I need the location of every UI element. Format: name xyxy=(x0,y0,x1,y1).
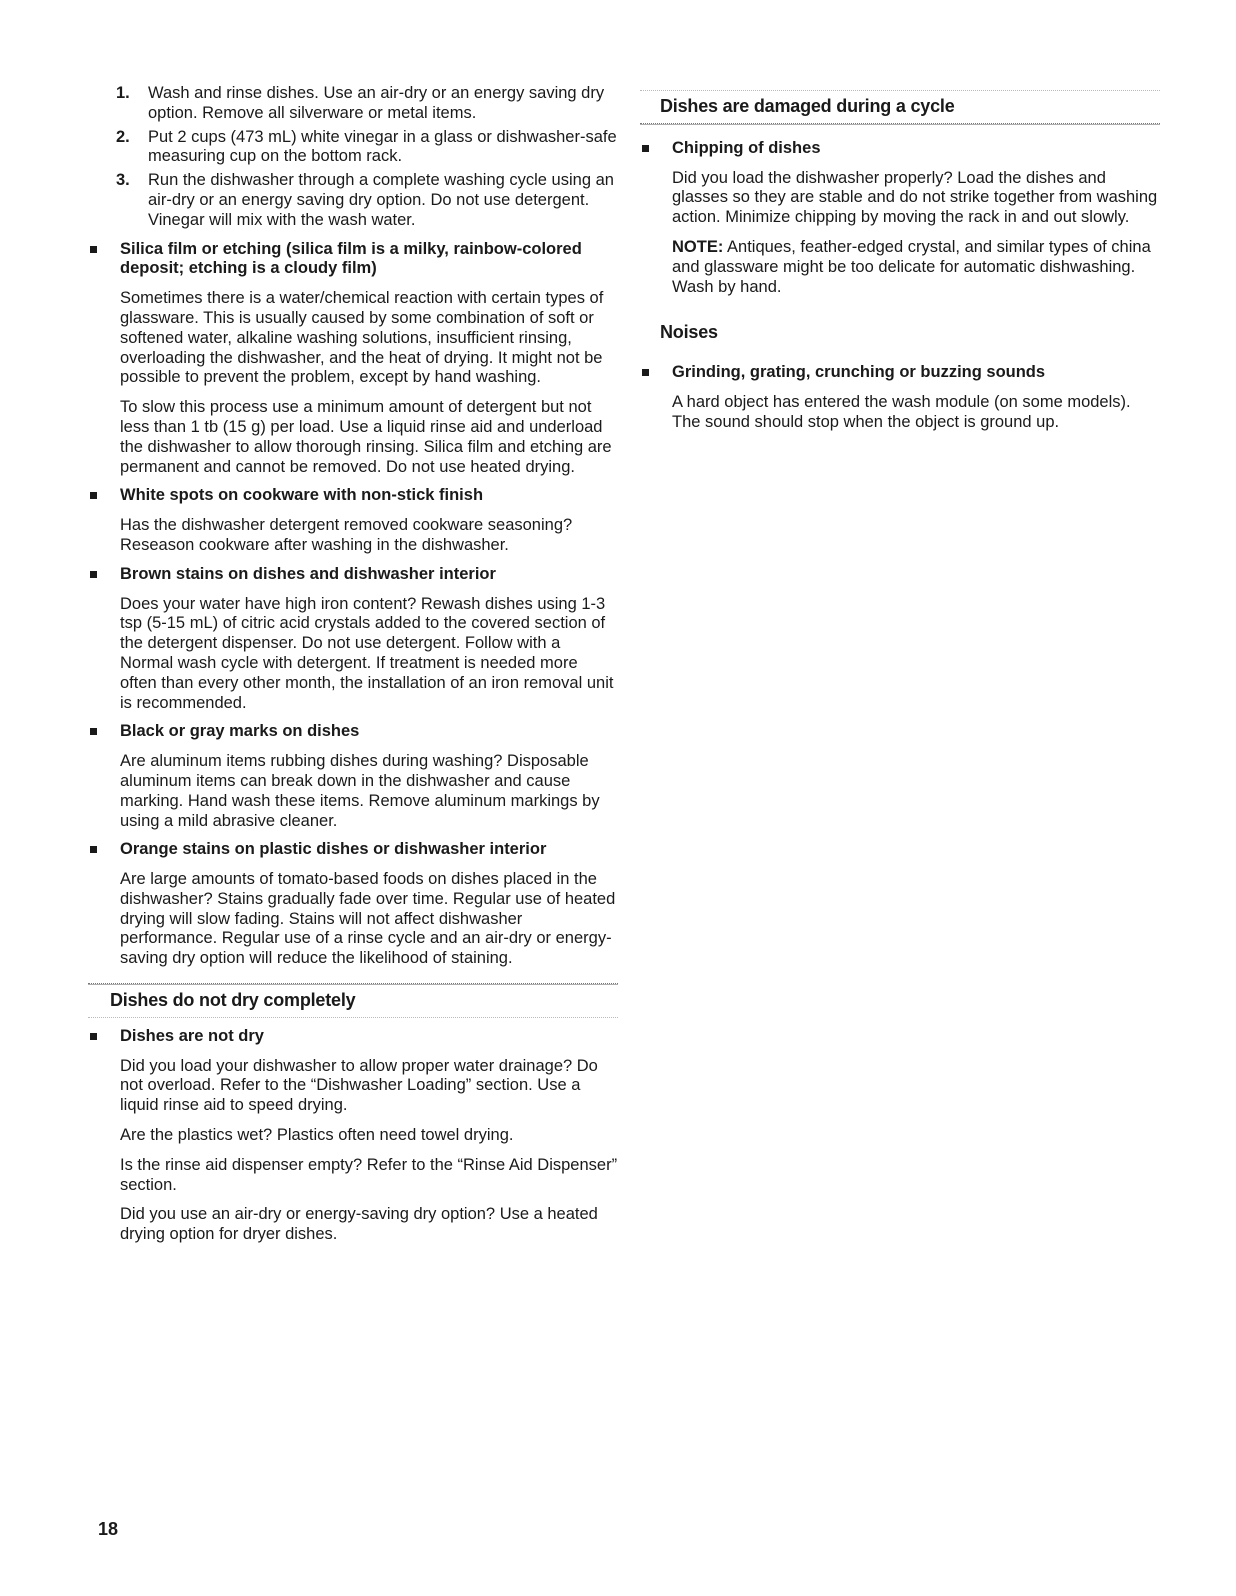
problem-title: Silica film or etching (silica film is a milky, rainbow-colored deposit; etching is a cloudy film) xyxy=(120,239,582,278)
bullet-icon xyxy=(90,728,97,735)
step-item: 1. Wash and rinse dishes. Use an air-dry or an energy saving dry option. Remove all silverware or metal items. xyxy=(116,84,605,122)
problem-text: Is the rinse aid dispenser empty? Refer to the “Rinse Aid Dispenser” section. xyxy=(120,1155,618,1194)
problem-text: A hard object has entered the wash module (on some models). The sound should stop when the object is ground up. xyxy=(672,392,1131,431)
step-item: 2. Put 2 cups (473 mL) white vinegar in a glass or dishwasher-safe measuring cup on the bottom rack. xyxy=(116,127,617,166)
problem-text: Did you load the dishwasher properly? Load the dishes and glasses so they are stable and do not strike together from washing action. Minimize chipping by moving the rack in and out slowly. xyxy=(672,168,1158,227)
bullet-icon xyxy=(90,1033,97,1040)
problem-title: White spots on cookware with non-stick finish xyxy=(120,486,484,505)
step-item: 3. Run the dishwasher through a complete washing cycle using an air-dry or an energy saving dry option. Do not use detergent. Vinegar will mix with the wash water. xyxy=(116,171,614,229)
left-column xyxy=(88,84,618,1245)
section-dry xyxy=(88,983,618,1018)
section-divider xyxy=(640,90,1160,91)
section-damaged xyxy=(640,90,1160,125)
problem-title: Dishes are not dry xyxy=(120,1026,264,1045)
problem-text: Did you use an air-dry or energy-saving dry option? Use a heated drying option for dryer dishes. xyxy=(120,1205,598,1244)
section-noises xyxy=(640,317,1160,349)
problem-silica-film xyxy=(88,240,618,280)
problem-text: Are aluminum items rubbing dishes during washing? Disposable aluminum items can break down in the dishwasher and cause marking. Hand wash these items. Remove aluminum markings by using a mild abrasive cleaner. xyxy=(120,752,600,830)
bullet-icon xyxy=(90,492,97,499)
problem-orange-stains xyxy=(88,840,618,860)
bullet-icon xyxy=(90,846,97,853)
problem-text: Are large amounts of tomato-based foods on dishes placed in the dishwasher? Stains gradually fade over time. Regular use of heated drying will slow fading. Stains will not affect dishwasher performance. Regular use of a rinse cycle and an air-dry or energy-saving dry option will reduce the likelihood of staining. xyxy=(120,870,616,968)
problem-title: Brown stains on dishes and dishwasher interior xyxy=(120,564,496,583)
problem-text: Does your water have high iron content? Rewash dishes using 1-3 tsp (5-15 mL) of citric acid crystals added to the covered section of the detergent dispenser. Do not use detergent. Follow with a Normal wash cycle with detergent. If treatment is needed more often than every other month, the installation of an iron removal unit is recommended. xyxy=(120,594,614,712)
section-heading: Dishes are damaged during a cycle xyxy=(660,96,955,116)
problem-text: To slow this process use a minimum amount of detergent but not less than 1 tb (15 g) per load. Use a liquid rinse aid and underload the dishwasher to allow thorough rinsing. Silica film and etching are permanent and cannot be removed. Do not use heated drying. xyxy=(120,398,612,476)
problem-title: Grinding, grating, crunching or buzzing sounds xyxy=(672,363,1046,382)
problem-chipping xyxy=(640,139,1160,159)
bullet-icon xyxy=(642,369,649,376)
section-heading: Noises xyxy=(660,322,718,343)
problem-grinding xyxy=(640,363,1160,383)
problem-text: Sometimes there is a water/chemical reaction with certain types of glassware. This is usually caused by some combination of soft or softened water, alkaline washing solutions, insufficient rinsing, overloading the dishwasher, and the heat of drying. It might not be possible to prevent the problem, except by hand washing. xyxy=(120,289,604,387)
problem-title: Orange stains on plastic dishes or dishwasher interior xyxy=(120,840,547,859)
section-heading: Dishes do not dry completely xyxy=(110,990,356,1011)
problem-title: Black or gray marks on dishes xyxy=(120,722,360,741)
right-column xyxy=(640,84,1160,433)
problem-text: Did you load your dishwasher to allow proper water drainage? Do not overload. Refer to the “Dishwasher Loading” section. Use a liquid rinse aid to speed drying. xyxy=(120,1056,598,1115)
section-divider xyxy=(640,123,1160,125)
problem-white-spots xyxy=(88,486,618,506)
section-divider xyxy=(88,983,618,985)
problem-black-marks xyxy=(88,722,618,742)
section-divider xyxy=(88,1017,618,1018)
cleaning-steps-list xyxy=(88,84,618,231)
problem-title: Chipping of dishes xyxy=(672,138,821,157)
note-text: NOTE: Antiques, feather-edged crystal, and similar types of china and glassware might be too delicate for automatic dishwashing. Wash by hand. xyxy=(672,237,1151,296)
note-label: NOTE: xyxy=(672,237,724,256)
bullet-icon xyxy=(90,571,97,578)
bullet-icon xyxy=(90,246,97,253)
bullet-icon xyxy=(642,145,649,152)
problem-not-dry xyxy=(88,1027,618,1047)
problem-text: Has the dishwasher detergent removed cookware seasoning? Reseason cookware after washing in the dishwasher. xyxy=(120,516,573,554)
page-number: 18 xyxy=(98,1519,119,1539)
problem-text: Are the plastics wet? Plastics often need towel drying. xyxy=(120,1126,514,1145)
problem-brown-stains xyxy=(88,565,618,585)
